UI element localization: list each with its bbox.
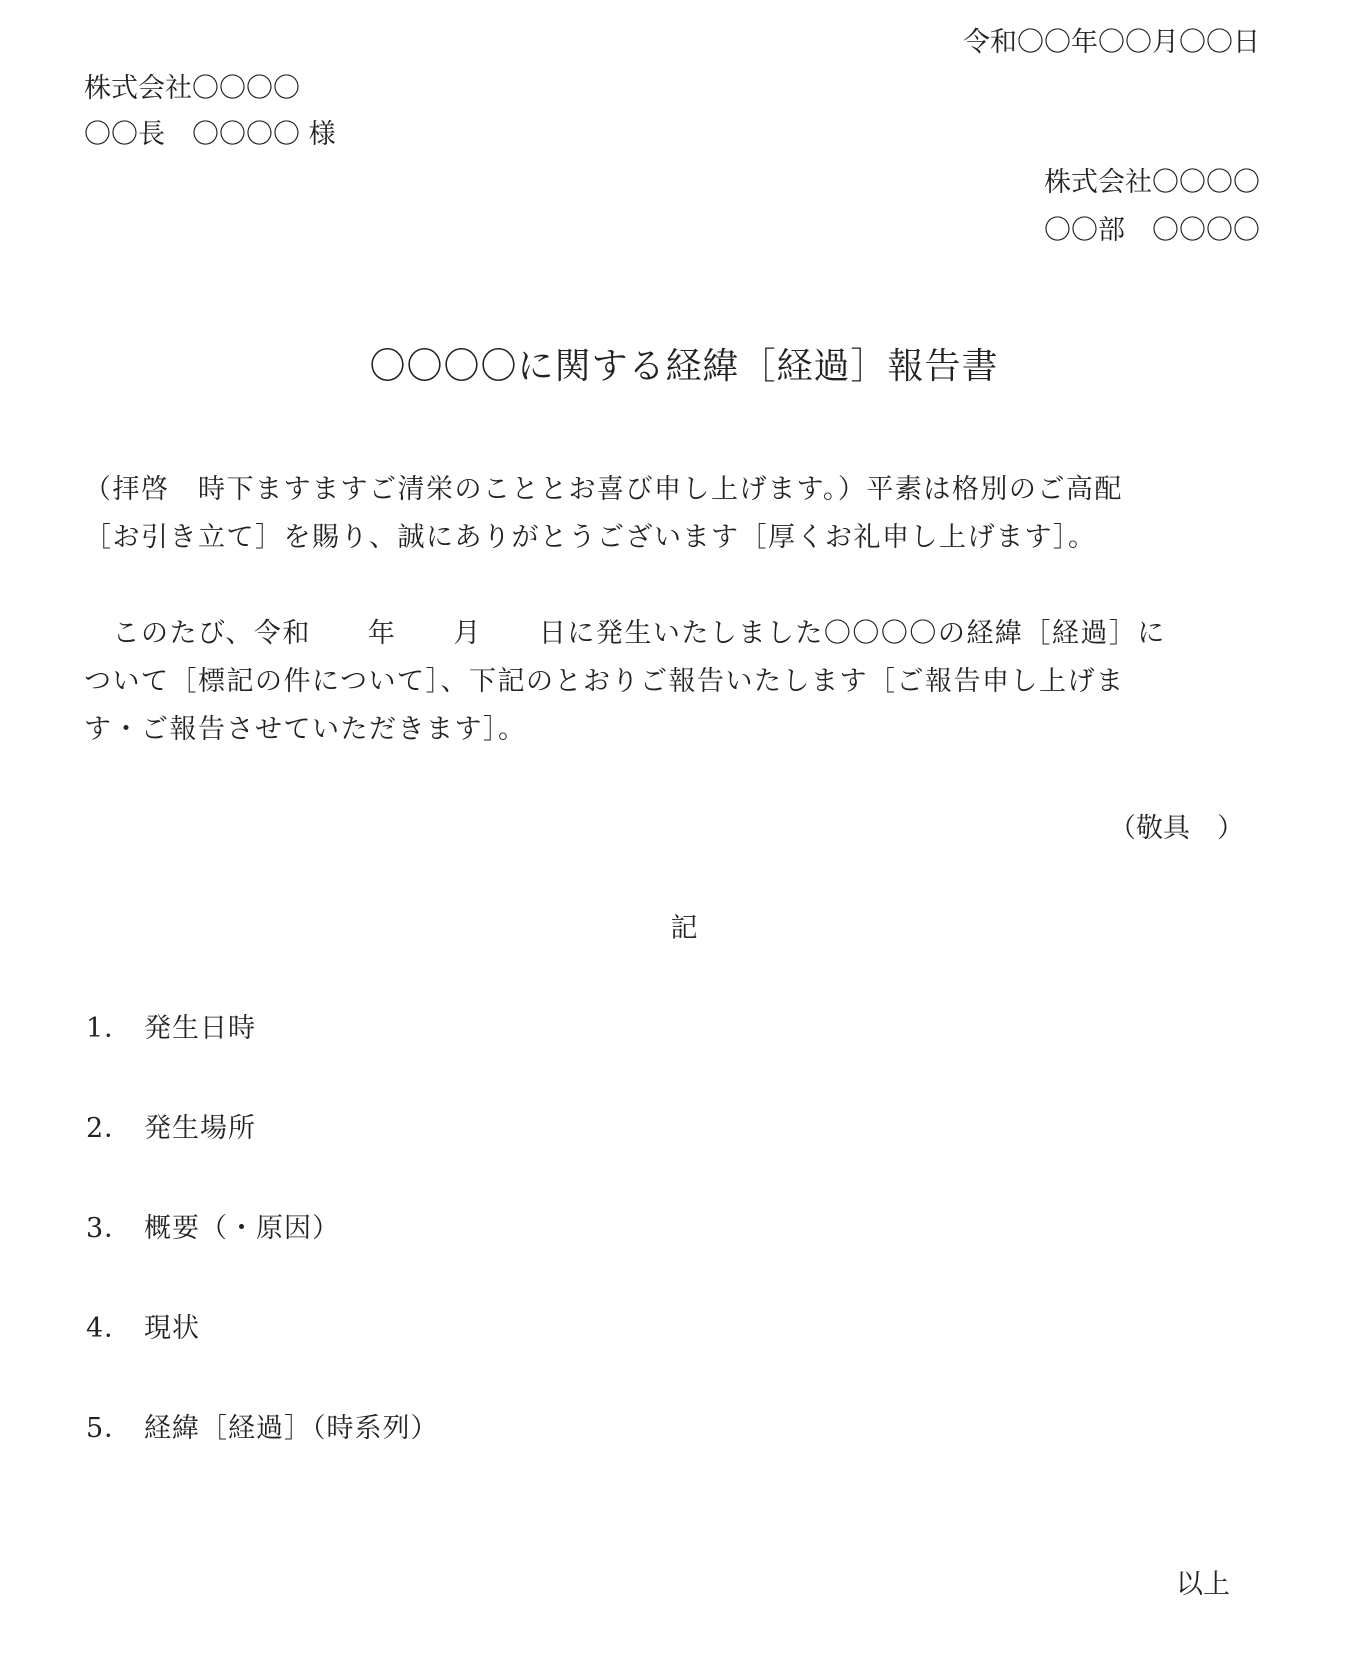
sender-person: 〇〇部 〇〇〇〇 — [1044, 215, 1260, 246]
end-ijou: 以上 — [1176, 1569, 1230, 1600]
list-item — [86, 1412, 439, 1446]
list-item-number: 3． — [86, 1213, 133, 1244]
list-item-number: 5． — [86, 1413, 133, 1444]
list-item — [86, 1112, 256, 1146]
greeting-paragraph — [84, 466, 1264, 562]
body-paragraph — [84, 610, 1264, 754]
list-item-label: 経緯［経過］（時系列） — [144, 1413, 439, 1444]
list-item-number: 2． — [86, 1113, 133, 1144]
list-item-number: 4． — [86, 1313, 133, 1344]
closing-keigu: （敬具 ） — [1109, 813, 1244, 844]
sender-company: 株式会社〇〇〇〇 — [1044, 167, 1260, 198]
recipient-person: 〇〇長 〇〇〇〇 様 — [84, 119, 336, 150]
list-item — [86, 1312, 200, 1346]
document-title: 〇〇〇〇に関する経緯［経過］報告書 — [369, 346, 999, 387]
list-item-label: 現状 — [144, 1313, 200, 1344]
greeting-line: ［お引き立て］を賜り、誠にありがとうございます［厚くお礼申し上げます］。 — [84, 522, 1097, 553]
recipient-company: 株式会社〇〇〇〇 — [84, 73, 300, 104]
greeting-line: （拝啓 時下ますますご清栄のこととお喜び申し上げます。）平素は格別のご高配 — [84, 474, 1123, 505]
list-item-number: 1． — [86, 1013, 133, 1044]
list-item — [86, 1012, 256, 1046]
body-line: ついて［標記の件について］、下記のとおりご報告いたします［ご報告申し上げま — [84, 666, 1125, 697]
ki-heading: 記 — [670, 913, 698, 944]
list-item — [86, 1212, 340, 1246]
body-line: す・ご報告させていただきます］。 — [84, 714, 527, 745]
list-item-label: 発生場所 — [144, 1113, 256, 1144]
body-line: このたび、令和 年 月 日に発生いたしました〇〇〇〇の経緯［経過］に — [84, 618, 1166, 649]
document-date: 令和〇〇年〇〇月〇〇日 — [963, 27, 1260, 58]
list-item-label: 概要（・原因） — [144, 1213, 340, 1244]
list-item-label: 発生日時 — [144, 1013, 256, 1044]
